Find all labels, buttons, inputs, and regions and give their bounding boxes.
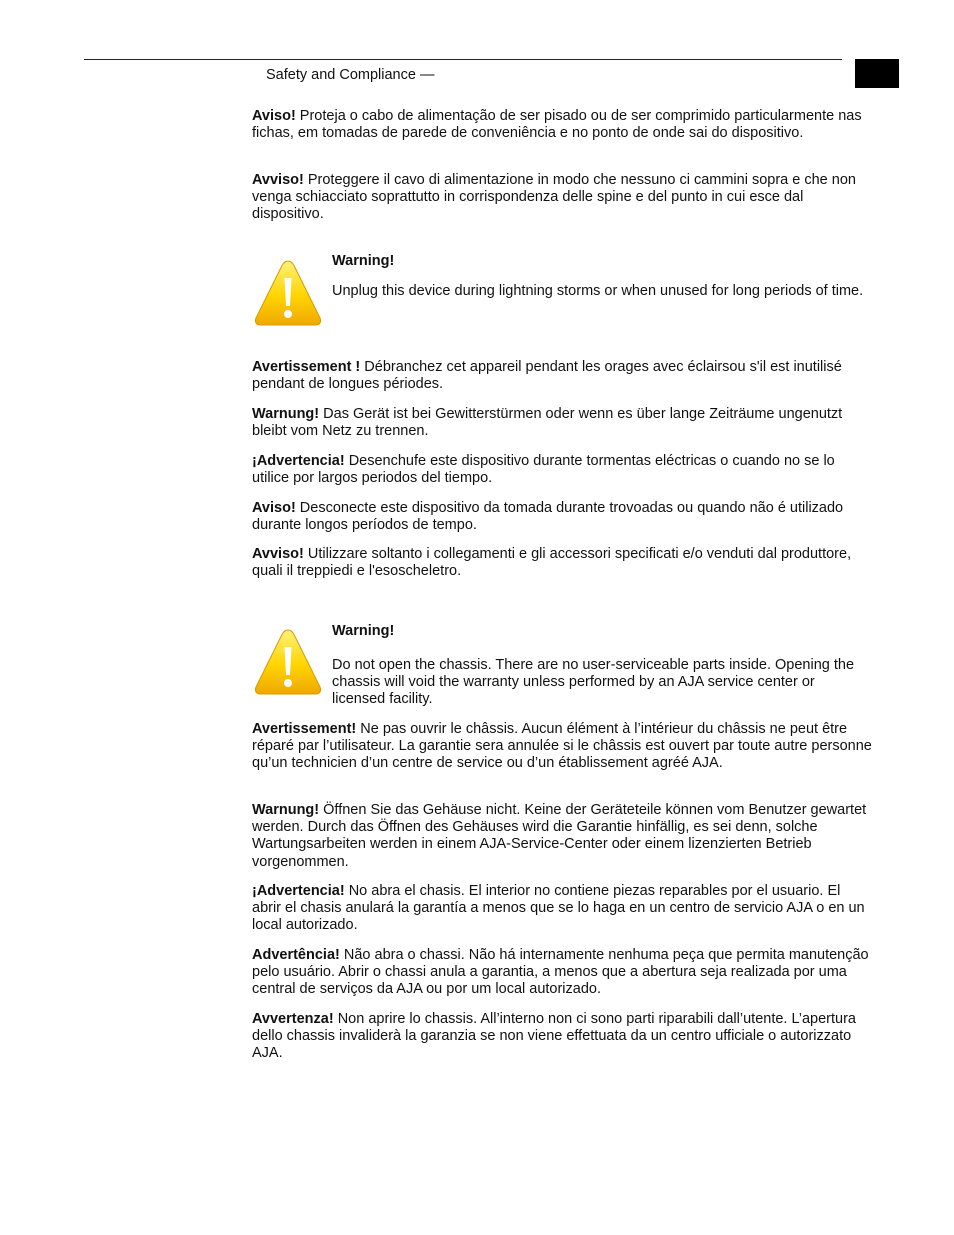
notice-text: Desenchufe este dispositivo durante tormentas eléctricas o cuando no se lo utilice por largos periodos del tiempo. — [252, 453, 835, 487]
page-tab-marker — [855, 59, 899, 88]
notice-text: Débranchez cet appareil pendant les orages avec éclairsou s'il est inutilisé pendant de longues périodes. — [252, 359, 842, 393]
notice-text: Proteja o cabo de alimentação de ser pisado ou de ser comprimido particularmente nas fichas, em tomadas de parede de conveniência e no ponto de onde sai do dispositivo. — [252, 108, 862, 142]
warning-heading: Warning! — [332, 253, 395, 269]
warning-heading: Warning! — [332, 623, 395, 639]
notice-paragraph-es-chassis — [252, 883, 872, 935]
notice-paragraph-fr-chassis — [252, 721, 872, 773]
notice-label: Avvertenza! — [252, 1011, 334, 1027]
notice-label: Aviso! — [252, 500, 296, 516]
notice-label: Aviso! — [252, 108, 296, 124]
notice-label: ¡Advertencia! — [252, 883, 345, 899]
warning-triangle-icon — [253, 258, 323, 328]
notice-label: Avviso! — [252, 172, 304, 188]
notice-paragraph-de-chassis — [252, 802, 872, 871]
notice-paragraph-it-accessories — [252, 546, 872, 580]
running-header: Safety and Compliance — — [266, 67, 435, 83]
notice-text: Ne pas ouvrir le châssis. Aucun élément à l’intérieur du châssis ne peut être réparé par l’utilisateur. La garantie sera annulée si le châssis est ouvert par toute autre personne qu’un technicien d’un centre de service ou d’un établissement agréé AJA. — [252, 721, 872, 772]
notice-paragraph-es-lightning — [252, 453, 872, 487]
notice-paragraph-it-chassis — [252, 1011, 872, 1063]
notice-paragraph-pt-chassis — [252, 947, 872, 999]
notice-paragraph-de-lightning — [252, 406, 872, 440]
notice-label: Avertissement ! — [252, 359, 361, 375]
notice-paragraph-it-power-cord — [252, 172, 872, 224]
notice-text: Proteggere il cavo di alimentazione in modo che nessuno ci cammini sopra e che non venga schiacciato soprattutto in corrispondenza delle spine e del punto in cui esce dal dispositivo. — [252, 172, 856, 223]
header-rule — [84, 59, 842, 60]
notice-label: Warnung! — [252, 406, 320, 422]
notice-paragraph-pt-power-cord — [252, 108, 872, 142]
notice-label: Advertência! — [252, 947, 340, 963]
notice-paragraph-pt-lightning — [252, 500, 872, 534]
warning-body: Unplug this device during lightning storms or when unused for long periods of time. — [332, 283, 864, 299]
notice-label: ¡Advertencia! — [252, 453, 345, 469]
warning-body: Do not open the chassis. There are no user-serviceable parts inside. Opening the chassis will void the warranty unless performed by an AJA service center or licensed facility. — [332, 657, 855, 708]
notice-text: Desconecte este dispositivo da tomada durante trovoadas ou quando não é utilizado durante longos períodos de tempo. — [252, 500, 844, 534]
warning-triangle-icon — [253, 627, 323, 697]
notice-paragraph-fr-lightning — [252, 359, 872, 393]
notice-text: Não abra o chassi. Não há internamente nenhuma peça que permita manutenção pelo usuário. Abrir o chassi anula a garantia, a menos que a abertura seja realizada por uma central de serviços da AJA ou por um local autorizado. — [252, 947, 869, 998]
notice-label: Avertissement! — [252, 721, 357, 737]
notice-label: Avviso! — [252, 546, 304, 562]
notice-text: Non aprire lo chassis. All’interno non ci sono parti riparabili dall’utente. L’apertura dello chassis invaliderà la garanzia se non viene effettuata da un centro ufficiale o autorizzato AJA. — [252, 1011, 856, 1062]
notice-text: Das Gerät ist bei Gewitterstürmen oder wenn es über lange Zeiträume ungenutzt bleibt vom Netz zu trennen. — [252, 406, 843, 440]
notice-text: Öffnen Sie das Gehäuse nicht. Keine der Geräteteile können vom Benutzer gewartet werden. Durch das Öffnen des Gehäuses wird die Garantie hinfällig, es sei denn, solche Wartungsarbeiten werden in einem AJA-Service-Center oder einem lizenzierten Betrieb vorgenommen. — [252, 802, 867, 870]
notice-label: Warnung! — [252, 802, 320, 818]
notice-text: Utilizzare soltanto i collegamenti e gli accessori specificati e/o venduti dal produttore, quali il treppiedi e l'esoscheletro. — [252, 546, 852, 580]
notice-text: No abra el chasis. El interior no contiene piezas reparables por el usuario. El abrir el chasis anulará la garantía a menos que se lo haga en un centro de servicio AJA o en un local autorizado. — [252, 883, 865, 934]
